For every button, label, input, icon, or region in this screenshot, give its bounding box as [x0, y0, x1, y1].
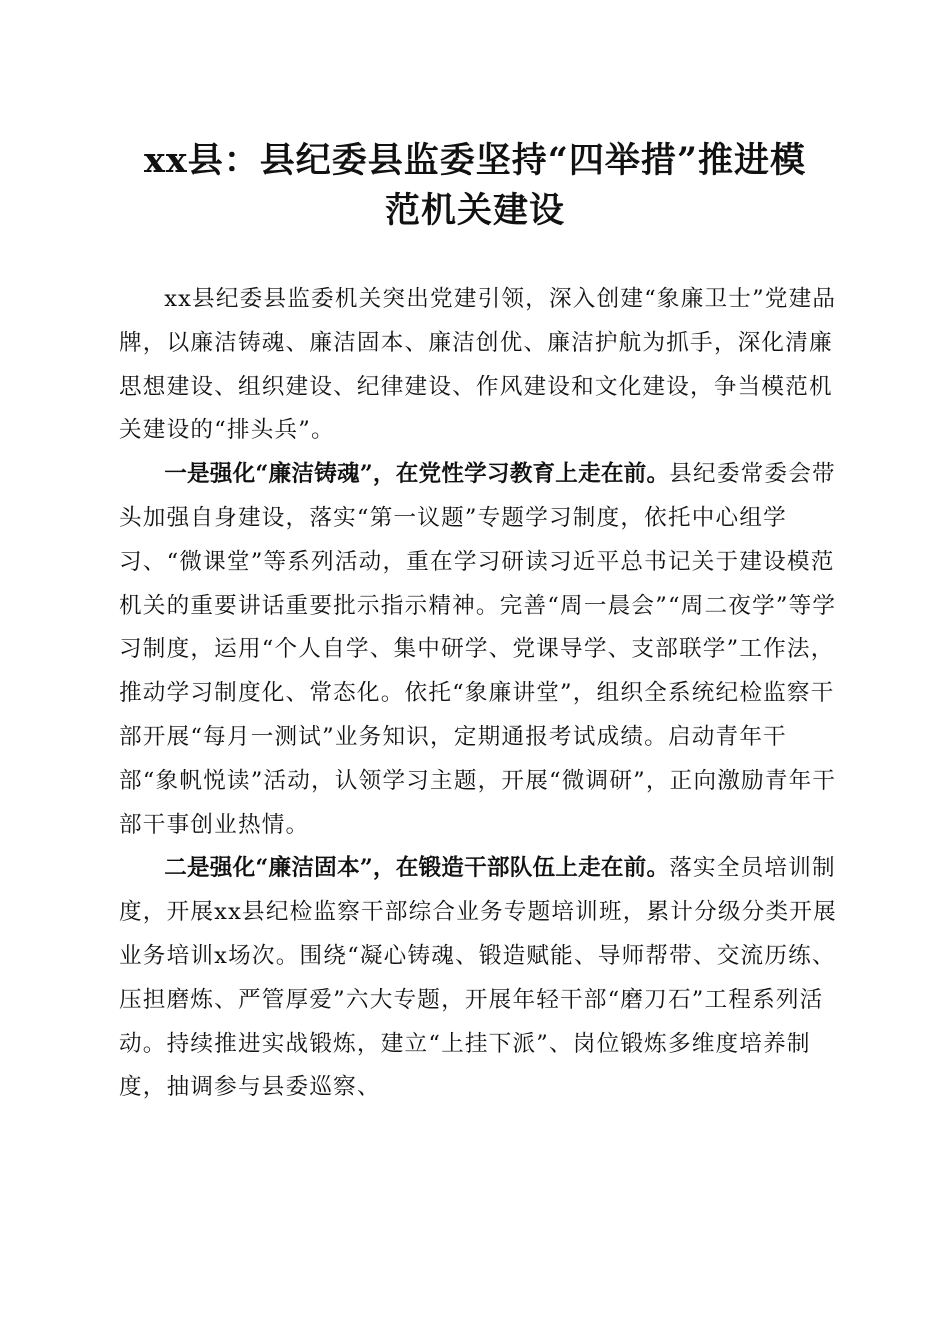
document-title: [100, 136, 850, 236]
paragraph-lead-heading: 二是强化“廉洁固本”，在锻造干部队伍上走在前。: [164, 855, 670, 882]
paragraph-text: 县纪委常委会带头加强自身建设，落实“第一议题”专题学习制度，依托中心组学习、“微课堂”等系列活动，重在学习研读习近平总书记关于建设模范机关的重要讲话重要批示指示精神。完善“周一晨会”“周二夜学”等学习制度，运用“个人自学、集中研学、党课导学、支部联学”工作法，推动学习制度化、常态化。依托“象廉讲堂”，组织全系统纪检监察干部开展“每月一测试”业务知识，定期通报考试成绩。启动青年干部“象帆悦读”活动，认领学习主题，开展“微调研”，正向激励青年干部干事创业热情。: [119, 461, 837, 838]
paragraph-measure-1: [119, 453, 839, 847]
paragraph-lead-heading: 一是强化“廉洁铸魂”，在党性学习教育上走在前。: [164, 461, 670, 488]
paragraph-text: xx县纪委县监委机关突出党建引领，深入创建“象廉卫士”党建品牌，以廉洁铸魂、廉洁固本、廉洁创优、廉洁护航为抓手，深化清廉思想建设、组织建设、纪律建设、作风建设和文化建设，争当模范机关建设的“排头兵”。: [119, 286, 837, 444]
paragraph-text: 落实全员培训制度，开展xx县纪检监察干部综合业务专题培训班，累计分级分类开展业务培训x场次。围绕“凝心铸魂、锻造赋能、导师帮带、交流历练、压担磨炼、严管厚爱”六大专题，开展年轻干部“磨刀石”工程系列活动。持续推进实战锻炼，建立“上挂下派”、岗位锻炼多维度培养制度，抽调参与县委巡察、: [119, 855, 837, 1101]
paragraph-intro: [119, 278, 839, 453]
document-body: [119, 278, 839, 1110]
paragraph-measure-2: [119, 847, 839, 1110]
title-line-1: xx县：县纪委县监委坚持“四举措”推进模: [144, 140, 806, 181]
title-line-2: 范机关建设: [384, 190, 565, 231]
